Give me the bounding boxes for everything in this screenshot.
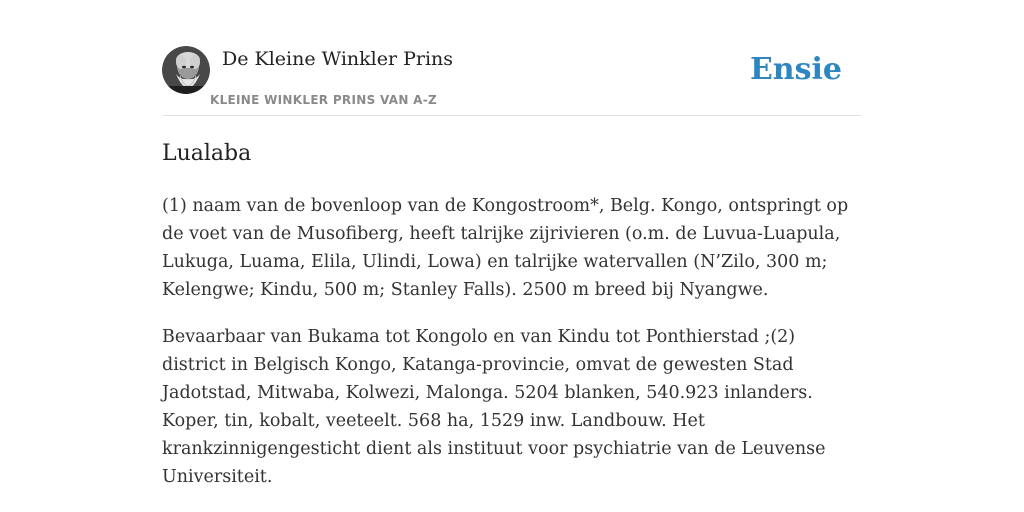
entry-paragraph: Bevaarbaar van Bukama tot Kongolo en van Kindu tot Ponthierstad ;(2) district in Belgisch Kongo, Katanga-provincie, omvat de gewesten Stad Jadotstad, Mitwaba, Kolwezi, Malonga. 5204 blanken, 540.923 inlanders. Koper, tin, kobalt, veeteelt. 568 ha, 1529 inw. Landbouw. Het krankzinnigengesticht dient als instituut voor psychiatrie van de Leuvense Universiteit.: [162, 327, 826, 487]
author-portrait-icon[interactable]: [162, 46, 210, 94]
header: [162, 44, 862, 116]
brand-logo[interactable]: Ensie: [749, 52, 842, 87]
entry-title: Lualaba: [162, 141, 252, 166]
book-subtitle[interactable]: KLEINE WINKLER PRINS VAN A-Z: [210, 93, 438, 107]
book-title[interactable]: De Kleine Winkler Prins: [222, 48, 454, 70]
entry-paragraph: (1) naam van de bovenloop van de Kongostroom*, Belg. Kongo, ontspringt op de voet van de Musofiberg, heeft talrijke zijrivieren (o.m. de Luvua-Luapula, Lukuga, Luama, Elila, Ulindi, Lowa) en talrijke watervallen (N’Zilo, 300 m; Kelengwe; Kindu, 500 m; Stanley Falls). 2500 m breed bij Nyangwe.: [162, 196, 849, 300]
entry-body: [162, 192, 862, 510]
